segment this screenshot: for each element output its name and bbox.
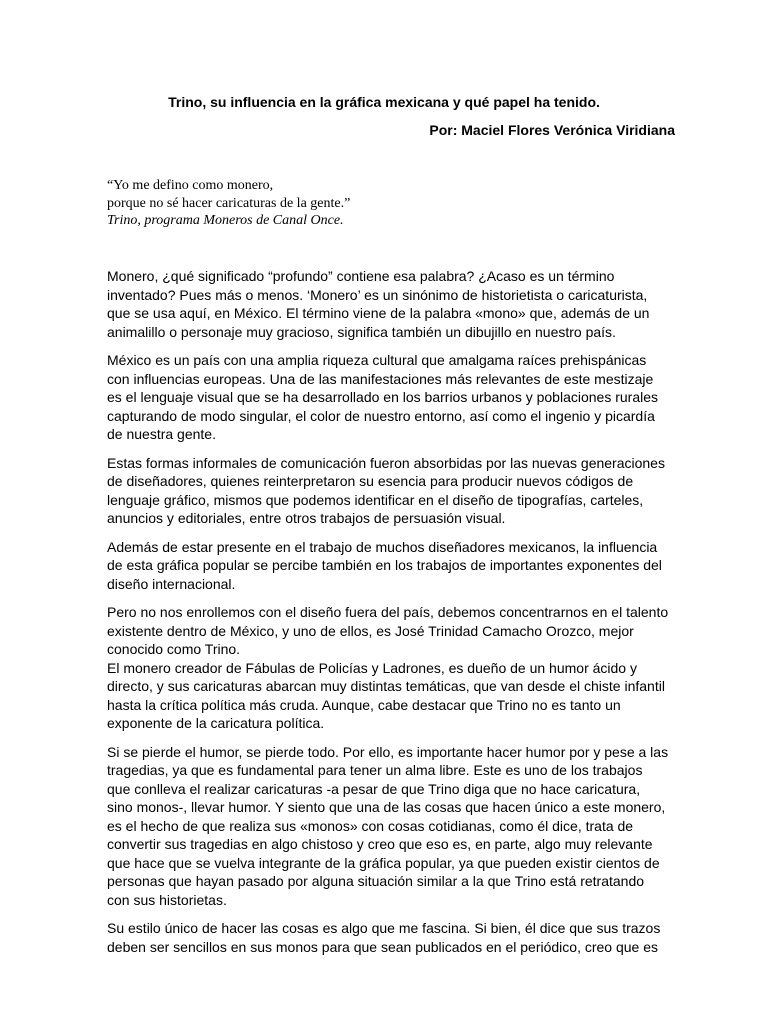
- paragraph-line: tragedias, ya que es fundamental para tener un alma libre. Este es uno de los trabajos: [107, 762, 643, 778]
- paragraph-line: Monero, ¿qué significado “profundo” contiene esa palabra? ¿Acaso es un término: [107, 268, 615, 284]
- epigraph-source: Trino, programa Moneros de Canal Once.: [107, 213, 344, 228]
- epigraph-line: “Yo me defino como monero,: [107, 178, 274, 193]
- paragraph: [107, 603, 672, 733]
- paragraph-line: de nuestra gente.: [107, 426, 216, 442]
- paragraph-line: directo, y sus caricaturas abarcan muy distintas temáticas, que van desde el chiste infantil: [107, 678, 665, 694]
- paragraph-line: animalillo o personaje muy gracioso, significa también un dibujillo en nuestro país.: [107, 323, 616, 340]
- paragraph-line: Estas formas informales de comunicación fueron absorbidas por las nuevas generaciones: [107, 454, 665, 471]
- paragraph-line: exponente de la caricatura política.: [107, 715, 325, 731]
- paragraph-line: diseño internacional.: [107, 575, 236, 592]
- paragraph-line: con sus historietas.: [107, 891, 227, 908]
- paragraph-line: El monero creador de Fábulas de Policías y Ladrones, es dueño de un humor ácido y: [107, 659, 637, 676]
- paragraph-line: deben ser sencillos en sus monos para que sean publicados en el periódico, creo que es: [107, 938, 659, 955]
- document-author: Por: Maciel Flores Verónica Viridiana: [429, 122, 675, 138]
- paragraph-line: lenguaje gráfico, mismos que podemos identificar en el diseño de tipografías, carteles,: [107, 491, 644, 508]
- epigraph-line: porque no sé hacer caricaturas de la gente.”: [107, 195, 351, 211]
- paragraph: [107, 538, 672, 594]
- epigraph: [107, 177, 667, 230]
- body-text: [107, 267, 672, 966]
- paragraph-line: convertir sus tragedias en algo chistoso y creo que eso es, en parte, algo muy relevante: [107, 836, 653, 852]
- paragraph-line: de esta gráfica popular se percibe también en los trabajos de importantes exponentes del: [107, 557, 662, 573]
- paragraph: [107, 351, 672, 444]
- paragraph-line: conocido como Trino.: [107, 641, 241, 657]
- paragraph-line: es el lenguaje visual que se ha desarrollado en los barrios urbanos y poblaciones rurales: [107, 389, 659, 405]
- paragraph-line: Además de estar presente en el trabajo de muchos diseñadores mexicanos, la influencia: [107, 538, 658, 555]
- paragraph-line: México es un país con una amplia riqueza cultural que amalgama raíces prehispánicas: [107, 352, 647, 368]
- paragraph-line: inventado? Pues más o menos. ‘Monero’ es un sinónimo de historietista o caricaturista,: [107, 286, 648, 303]
- paragraph-line: Su estilo único de hacer las cosas es algo que me fascina. Si bien, él dice que sus trazos: [107, 920, 661, 936]
- paragraph-line: personas que hayan pasado por alguna situación similar a la que Trino está retratando: [107, 873, 645, 889]
- paragraph-line: Si se pierde el humor, se pierde todo. Por ello, es importante hacer humor por y pese a las: [107, 743, 669, 760]
- paragraph-line: hasta la crítica política más cruda. Aunque, cabe destacar que Trino no es tanto un: [107, 696, 621, 713]
- paragraph-line: sino monos-, llevar humor. Y siento que una de las cosas que hacen único a este monero,: [107, 799, 666, 815]
- paragraph-line: que se usa aquí, en México. El término viene de la palabra «mono» que, además de un: [107, 305, 650, 321]
- paragraph-line: anuncios y editoriales, entre otros trabajos de persuasión visual.: [107, 510, 506, 526]
- paragraph-line: capturando de modo singular, el color de nuestro entorno, así como el ingenio y picardía: [107, 407, 655, 424]
- paragraph: [107, 743, 672, 910]
- paragraph: [107, 267, 672, 341]
- paragraph-line: existente dentro de México, y uno de ellos, es José Trinidad Camacho Orozco, mejor: [107, 622, 634, 639]
- paragraph: [107, 454, 672, 528]
- document-title: Trino, su influencia en la gráfica mexicana y qué papel ha tenido.: [168, 94, 600, 110]
- paragraph-line: de diseñadores, quienes reinterpretaron su esencia para producir nuevos códigos de: [107, 473, 634, 489]
- paragraph-line: Pero no nos enrollemos con el diseño fuera del país, debemos concentrarnos en el talento: [107, 604, 669, 620]
- paragraph-line: que hace que se vuelva integrante de la gráfica popular, ya que pueden existir cientos de: [107, 854, 660, 871]
- paragraph: [107, 919, 672, 956]
- paragraph-line: con influencias europeas. Una de las manifestaciones más relevantes de este mestizaje: [107, 370, 654, 387]
- paragraph-line: que conlleva el realizar caricaturas -a pesar de que Trino diga que no hace caricatura,: [107, 780, 641, 797]
- paragraph-line: es el hecho de que realiza sus «monos» con cosas cotidianas, como él dice, trata de: [107, 817, 634, 834]
